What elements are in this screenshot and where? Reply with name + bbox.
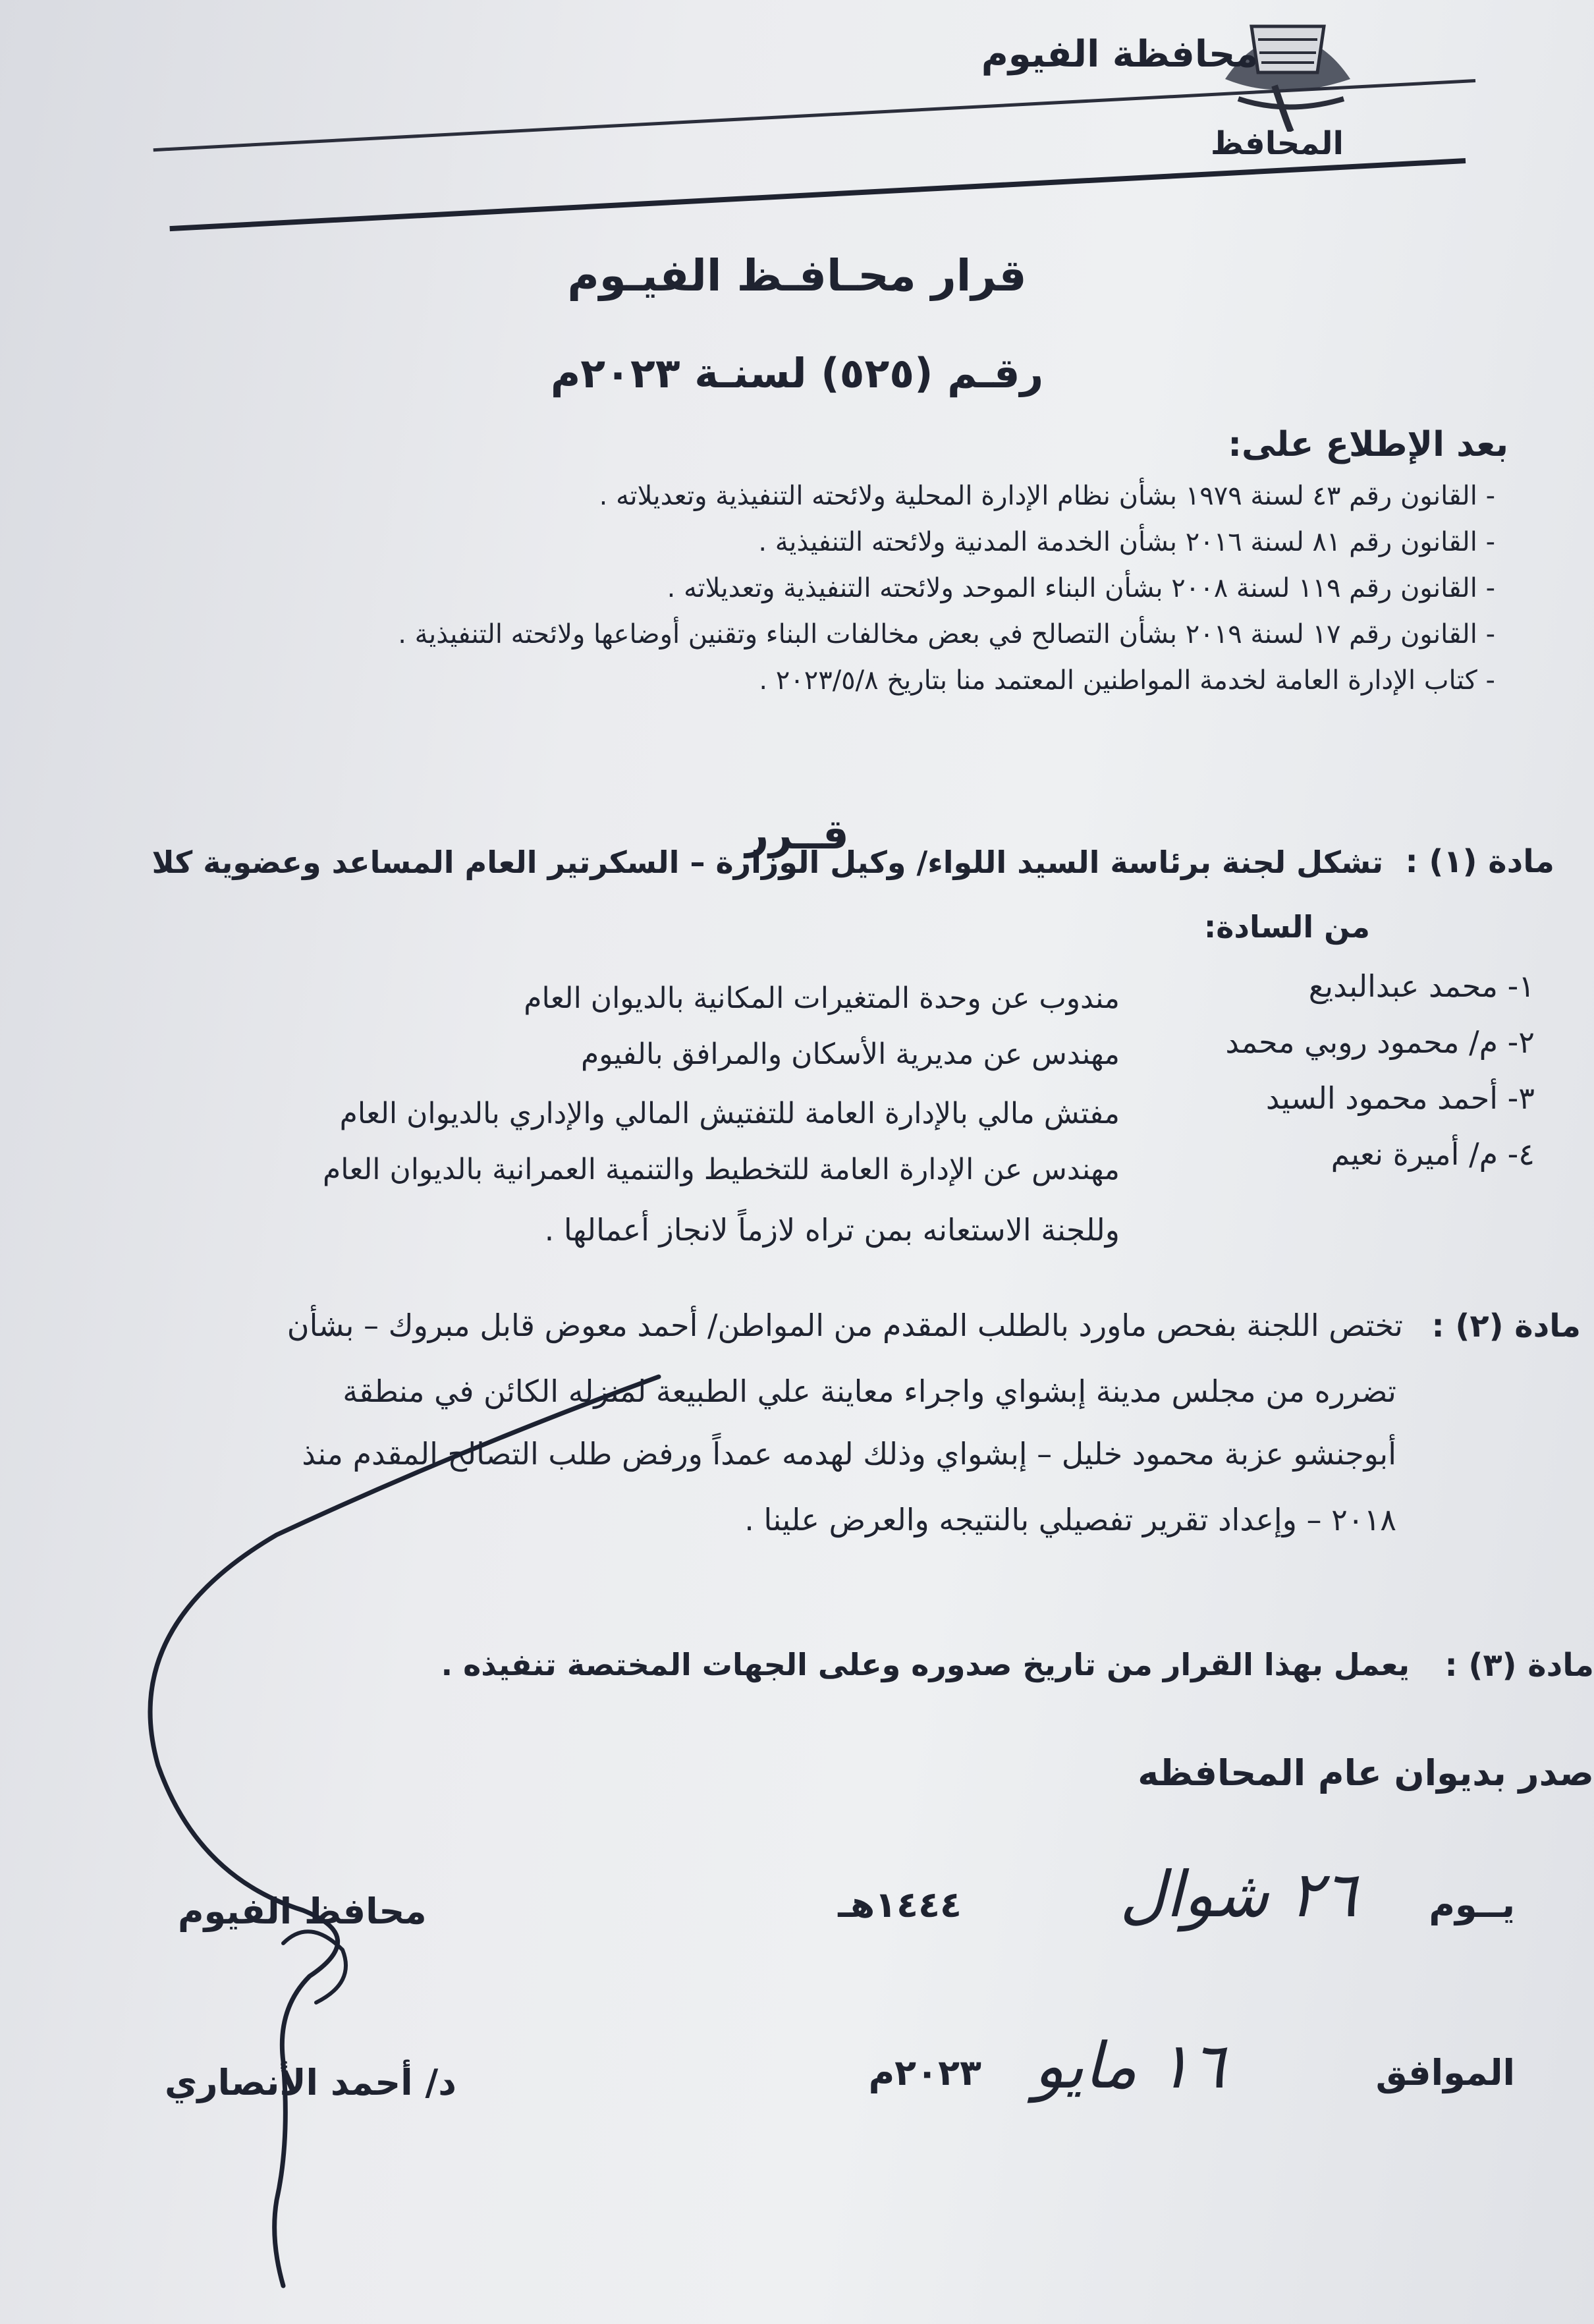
member-2-name: ٢- م/ محمود روبي محمد — [1225, 1024, 1535, 1060]
decision-heading: قــرر — [745, 810, 849, 858]
date-greg: ٢٠٢٣م — [868, 2052, 981, 2093]
governor-signature — [0, 1285, 790, 2306]
date-hijri: ١٤٤٤هـ — [838, 1884, 962, 1925]
date-day-handwritten: ٢٦ شوال — [1119, 1858, 1357, 1931]
article-1-label: مادة (١) : — [1405, 843, 1554, 880]
article-2-line-4: ٢٠١٨ – وإعداد تقرير تفصيلي بالنتيجه والعرض علينا . — [744, 1502, 1396, 1537]
member-1-role: مندوب عن وحدة المتغيرات المكانية بالديوان العام — [524, 982, 1120, 1015]
member-1-name: ١- محمد عبدالبديع — [1308, 968, 1535, 1004]
header-office: المحافظ — [1210, 125, 1344, 162]
article-1-text-2: من السادة: — [1203, 909, 1370, 945]
article-2-line-3: أبوجنشو عزبة محمود خليل – إبشواي وذلك لهدمه عمداً ورفض طلب التصالح المقدم منذ — [302, 1436, 1396, 1472]
consideration-3: - القانون رقم ١١٩ لسنة ٢٠٠٨ بشأن البناء الموحد ولائحته التنفيذية وتعديلاته . — [667, 573, 1495, 603]
member-4-name: ٤- م/ أميرة نعيم — [1331, 1136, 1535, 1172]
member-3-role: مفتش مالي بالإدارة العامة للتفتيش المالي والإداري بالديوان العام — [339, 1097, 1120, 1130]
consideration-4: - القانون رقم ١٧ لسنة ٢٠١٩ بشأن التصالح في بعض مخالفات البناء وتقنين أوضاعها ولائحته التنفيذية . — [398, 619, 1495, 650]
consideration-1: - القانون رقم ٤٣ لسنة ١٩٧٩ بشأن نظام الإدارة المحلية ولائحته التنفيذية وتعديلاته . — [599, 481, 1495, 511]
member-2-role: مهندس عن مديرية الأسكان والمرافق بالفيوم — [581, 1038, 1120, 1071]
date-greg-handwritten: ١٦ مايو — [1033, 2029, 1225, 2103]
member-4-role: مهندس عن الإدارة العامة للتخطيط والتنمية العمرانية بالديوان العام — [322, 1153, 1120, 1186]
article-2-line-2: تضرره من مجلس مدينة إبشواي واجراء معاينة علي الطبيعة لمنزله الكائن في منطقة — [343, 1373, 1396, 1409]
governor-name: د/ أحمد الأنصاري — [165, 2062, 456, 2103]
main-divider — [169, 158, 1466, 231]
article-2-label: مادة (٢) : — [1431, 1308, 1581, 1344]
article-1-text: تشكل لجنة برئاسة السيد اللواء/ وكيل الوزارة – السكرتير العام المساعد وعضوية كلا — [151, 844, 1383, 880]
header-governorate: محافظة الفيوم — [981, 33, 1258, 76]
decree-number: رقـم (٥٢٥) لسنـة ٢٠٢٣م — [550, 349, 1044, 397]
governor-title: محافظ الفيوم — [178, 1891, 427, 1932]
date-agree-label: الموافق — [1375, 2052, 1515, 2093]
decree-title: قرار محـافـظ الفيـوم — [567, 250, 1027, 301]
member-3-name: ٣- أحمد محمود السيد — [1265, 1080, 1535, 1116]
preamble: بعد الإطلاع على: — [1228, 425, 1508, 464]
article-2-line-1: تختص اللجنة بفحص ماورد بالطلب المقدم من المواطن/ أحمد معوض قابل مبروك – بشأن — [287, 1308, 1403, 1343]
consideration-2: - القانون رقم ٨١ لسنة ٢٠١٦ بشأن الخدمة المدنية ولائحته التنفيذية . — [758, 527, 1495, 557]
consideration-5: - كتاب الإدارة العامة لخدمة المواطنين المعتمد منا بتاريخ ٢٠٢٣/٥/٨ . — [759, 665, 1495, 696]
article-3-text: يعمل بهذا القرار من تاريخ صدوره وعلى الجهات المختصة تنفيذه . — [441, 1647, 1410, 1682]
issued-at: صدر بديوان عام المحافظه — [1138, 1752, 1594, 1794]
article-1-closing: وللجنة الاستعانه بمن تراه لازماً لانجاز أعمالها . — [544, 1212, 1120, 1248]
article-3-label: مادة (٣) : — [1444, 1647, 1594, 1684]
date-day-label: يــوم — [1429, 1884, 1515, 1925]
